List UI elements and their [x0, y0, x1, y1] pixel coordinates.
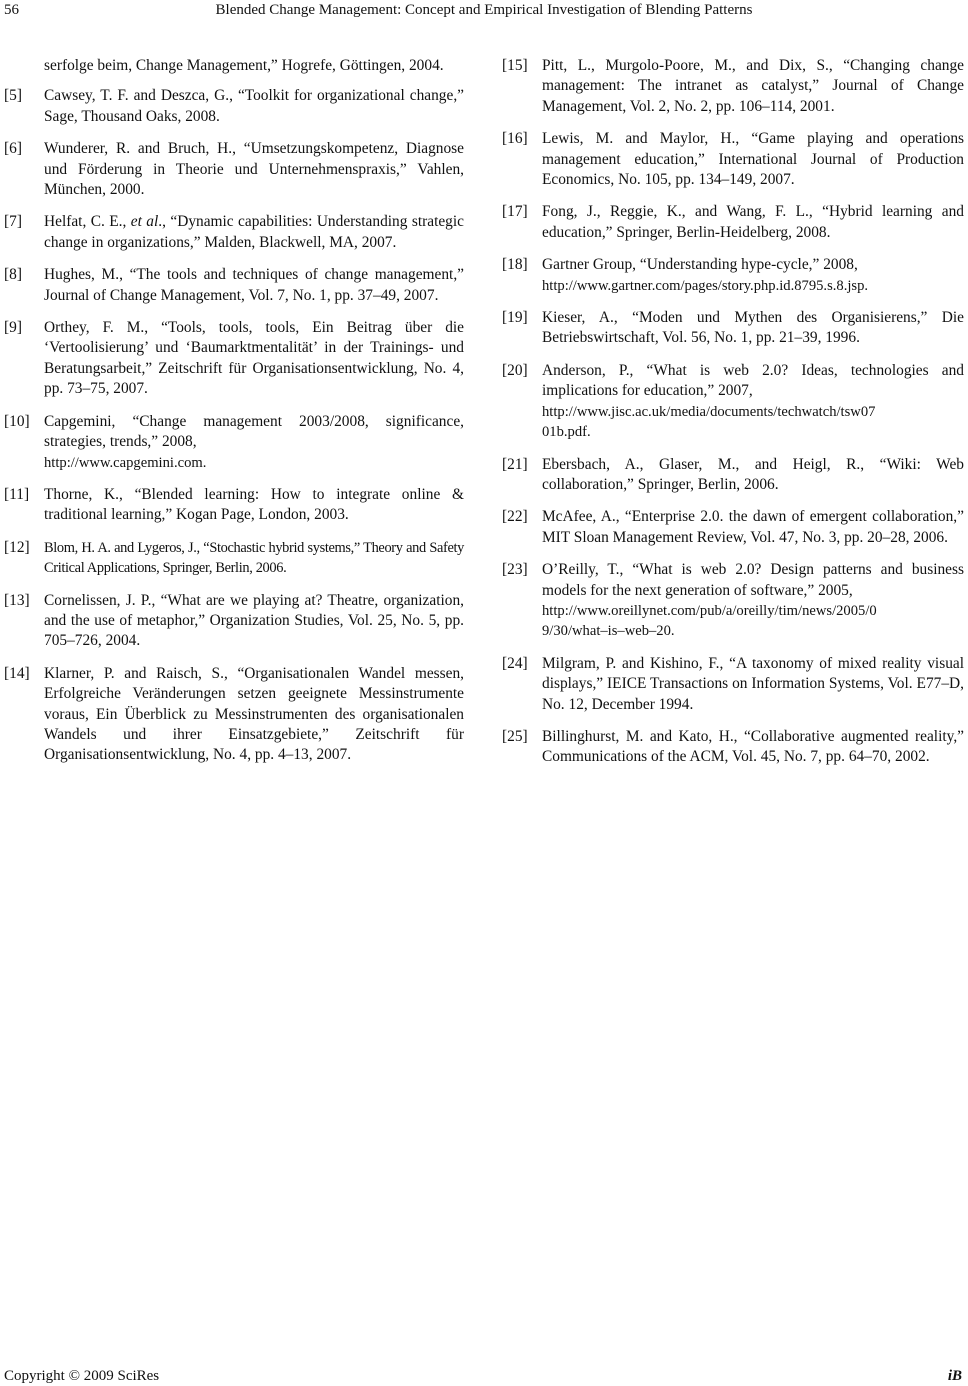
reference-number: [20]: [502, 361, 528, 379]
reference-21: [502, 455, 964, 496]
reference-number: [6]: [4, 140, 22, 158]
reference-number: [19]: [502, 309, 528, 327]
reference-url[interactable]: http://www.capgemini.com.: [44, 454, 207, 471]
reference-number: [9]: [4, 319, 22, 337]
reference-continuation: [4, 56, 464, 76]
reference-text: serfolge beim, Change Management,” Hogrefe, Göttingen, 2004.: [44, 57, 444, 74]
reference-text: Billinghurst, M. and Kato, H., “Collaborative augmented reality,” Communications of the ACM, Vol. 45, No. 7, pp. 64–70, 2002.: [542, 727, 964, 766]
reference-12: [4, 538, 464, 579]
reference-15: [502, 56, 964, 117]
reference-11: [4, 485, 464, 526]
page-number: 56: [4, 2, 19, 18]
reference-number: [12]: [4, 538, 30, 556]
reference-13: [4, 591, 464, 652]
references-right-column: [502, 56, 964, 780]
reference-text: Fong, J., Reggie, K., and Wang, F. L., “Hybrid learning and education,” Springer, Berlin-Heidelberg, 2008.: [542, 203, 964, 241]
running-title: Blended Change Management: Concept and Empirical Investigation of Blending Patterns: [215, 2, 753, 18]
reference-number: [16]: [502, 130, 528, 148]
page-header: [0, 0, 968, 24]
reference-16: [502, 129, 964, 190]
reference-text: Cornelissen, J. P., “What are we playing at? Theatre, organization, and the use of metaphor,” Organization Studies, Vol. 25, No. 5, pp. 705–726, 2004.: [44, 591, 464, 650]
reference-22: [502, 507, 964, 548]
reference-text: Capgemini, “Change management 2003/2008, significance, strategies, trends,” 2008,: [44, 412, 464, 451]
reference-6: [4, 139, 464, 200]
reference-number: [10]: [4, 412, 30, 430]
reference-text: Klarner, P. and Raisch, S., “Organisationalen Wandel messen, Erfolgreiche Veränderungen setzen geeignete Messinstrumente voraus, Ein Überblick zu Messinstrumenten des organisationalen Wandels und ihrer Einsatzgebiete,” Zeitschrift für Organisationsentwicklung, No. 4, pp. 4–13, 2007.: [44, 664, 464, 764]
reference-text: Milgram, P. and Kishino, F., “A taxonomy of mixed reality visual displays,” IEICE Transactions on Information Systems, Vol. E77–D, No. 12, December 1994.: [542, 654, 964, 713]
reference-number: [8]: [4, 266, 22, 284]
reference-number: [21]: [502, 455, 528, 473]
reference-number: [25]: [502, 727, 528, 745]
reference-text: Wunderer, R. and Bruch, H., “Umsetzungskompetenz, Diagnose und Förderung in Theorie und Unternehmenspraxis,” Vahlen, München, 2000.: [44, 140, 464, 199]
reference-text-rest: ., “Dynamic capabilities: Understanding strategic change in organizations,” Malden, Blackwell, MA, 2007.: [44, 213, 464, 251]
reference-23: [502, 560, 964, 642]
reference-url[interactable]: http://www.jisc.ac.uk/media/documents/techwatch/tsw07: [542, 403, 876, 420]
reference-number: [24]: [502, 654, 528, 672]
reference-text: Pitt, L., Murgolo-Poore, M., and Dix, S., “Changing change management: The intranet as catalyst,” Journal of Change Management, Vol. 2, No. 2, pp. 106–114, 2001.: [542, 57, 964, 115]
reference-5: [4, 86, 464, 127]
reference-text: Blom, H. A. and Lygeros, J., “Stochastic hybrid systems,” Theory and Safety Critical Applications, Springer, Berlin, 2006.: [44, 539, 464, 577]
reference-14: [4, 664, 464, 766]
reference-10: [4, 412, 464, 473]
reference-url[interactable]: http://www.gartner.com/pages/story.php.id.8795.s.8.jsp.: [542, 277, 869, 294]
reference-url[interactable]: http://www.oreillynet.com/pub/a/oreilly/tim/news/2005/0: [542, 602, 877, 619]
reference-24: [502, 654, 964, 715]
references-left-column: [4, 56, 464, 778]
journal-abbreviation: iB: [947, 1368, 962, 1384]
reference-text-etal: et al: [130, 213, 159, 231]
reference-text: Hughes, M., “The tools and techniques of change management,” Journal of Change Management, Vol. 7, No. 1, pp. 37–49, 2007.: [44, 266, 464, 304]
reference-text: [44, 212, 464, 253]
page-footer: [0, 1366, 968, 1386]
reference-text: Cawsey, T. F. and Deszca, G., “Toolkit for organizational change,” Sage, Thousand Oaks, 2008.: [44, 87, 464, 125]
reference-25: [502, 727, 964, 768]
reference-8: [4, 265, 464, 306]
reference-text: Orthey, F. M., “Tools, tools, tools, Ein Beitrag über die ‘Vertoolisierung’ und ‘Baumarktmentalität’ in der Trainings- und Beratungsarbeit,” Zeitschrift für Organisationsentwicklung, No. 4, pp. 73–75, 2007.: [44, 319, 464, 398]
reference-number: [23]: [502, 561, 528, 579]
reference-number: [5]: [4, 87, 22, 105]
reference-text: O’Reilly, T., “What is web 2.0? Design patterns and business models for the next generation of software,” 2005,: [542, 561, 964, 599]
reference-text: Kieser, A., “Moden und Mythen des Organisierens,” Die Betriebswirtschaft, Vol. 56, No. 1, pp. 21–39, 1996.: [542, 309, 964, 347]
reference-url-continued[interactable]: 01b.pdf.: [542, 424, 591, 441]
reference-number: [14]: [4, 664, 30, 682]
reference-text: Gartner Group, “Understanding hype-cycle,” 2008,: [542, 256, 858, 274]
reference-text: Anderson, P., “What is web 2.0? Ideas, technologies and implications for education,” 2007,: [542, 361, 964, 400]
reference-number: [18]: [502, 256, 528, 274]
reference-19: [502, 308, 964, 349]
reference-7: [4, 212, 464, 253]
reference-number: [11]: [4, 485, 30, 503]
reference-text: Lewis, M. and Maylor, H., “Game playing and operations management education,” International Journal of Production Economics, No. 105, pp. 134–149, 2007.: [542, 130, 964, 189]
copyright-notice: Copyright © 2009 SciRes: [4, 1368, 160, 1384]
reference-text-authors: Helfat, C. E.,: [44, 213, 131, 231]
reference-number: [13]: [4, 591, 30, 609]
reference-number: [7]: [4, 213, 22, 231]
reference-17: [502, 202, 964, 243]
reference-text: Ebersbach, A., Glaser, M., and Heigl, R., “Wiki: Web collaboration,” Springer, Berlin, 2006.: [542, 455, 964, 493]
reference-url-continued[interactable]: 9/30/what–is–web–20.: [542, 623, 675, 640]
reference-text: McAfee, A., “Enterprise 2.0. the dawn of emergent collaboration,” MIT Sloan Management Review, Vol. 47, No. 3, pp. 20–28, 2006.: [542, 508, 964, 546]
reference-number: [17]: [502, 203, 528, 221]
reference-18: [502, 255, 964, 296]
reference-20: [502, 361, 964, 443]
reference-number: [22]: [502, 508, 528, 526]
reference-text: Thorne, K., “Blended learning: How to integrate online & traditional learning,” Kogan Page, London, 2003.: [44, 485, 464, 524]
reference-9: [4, 318, 464, 400]
reference-number: [15]: [502, 57, 528, 74]
